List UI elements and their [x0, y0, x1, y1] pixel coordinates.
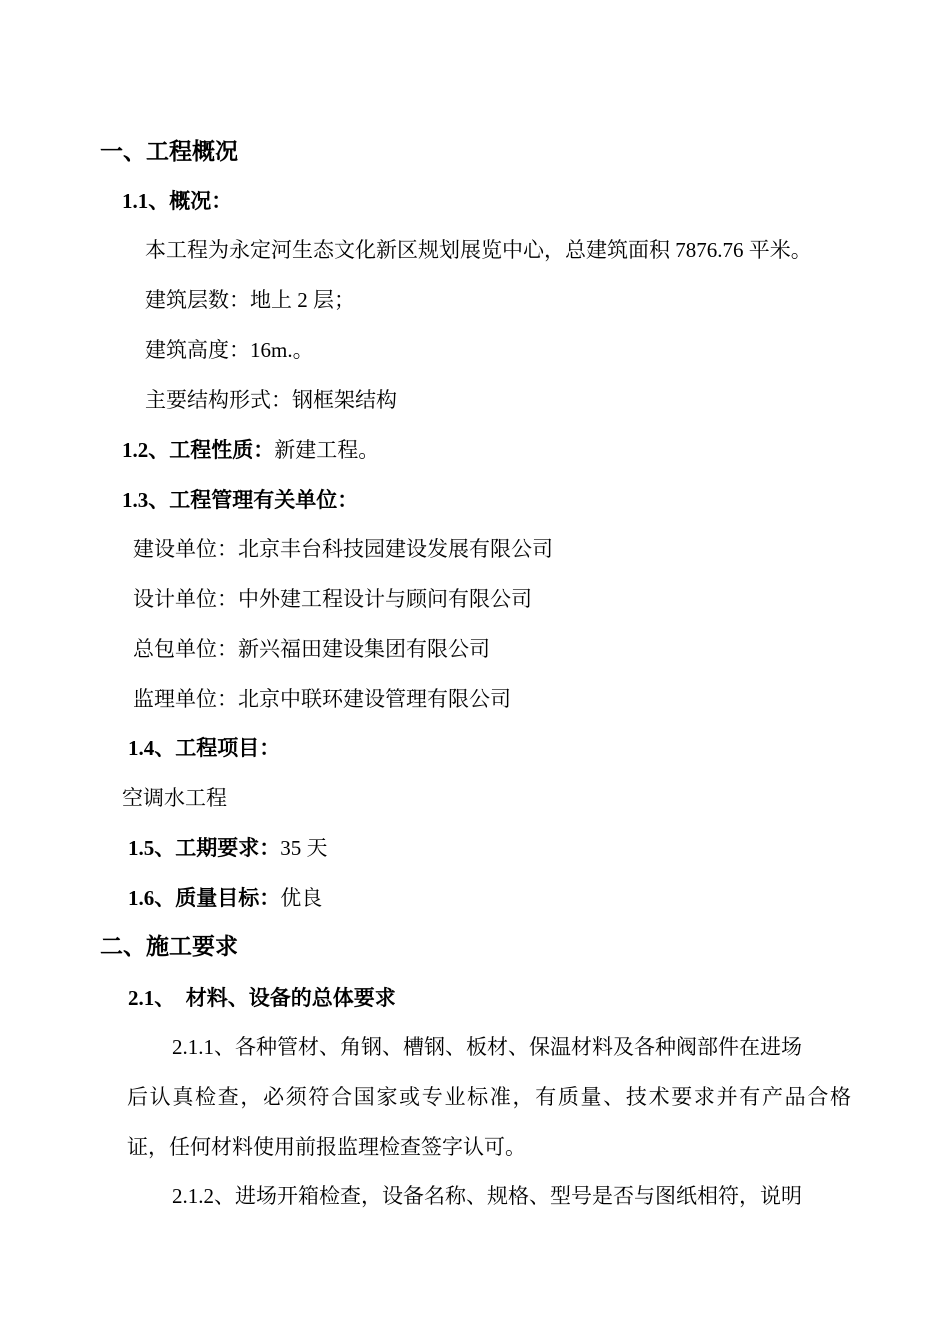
item-1-6: [128, 884, 322, 912]
unit-general-contractor: 总包单位：新兴福田建设集团有限公司: [133, 637, 490, 661]
section-1-title: 一、工程概况: [100, 139, 238, 164]
duration-value: 35 天: [280, 836, 328, 860]
quality-value: 优良: [280, 886, 323, 910]
item-1-2: [122, 436, 379, 464]
unit-supervision: 监理单位：北京中联环建设管理有限公司: [133, 687, 511, 711]
unit-construction: 建设单位：北京丰台科技园建设发展有限公司: [133, 537, 553, 561]
unit-design: 设计单位：中外建工程设计与顾问有限公司: [133, 587, 532, 611]
heading-1-6: 1.6、质量目标：: [128, 886, 281, 910]
overview-line-2: 建筑层数：地上 2 层；: [145, 288, 355, 312]
para-2-1-2-line-1: 2.1.2、进场开箱检查，设备名称、规格、型号是否与图纸相符，说明: [172, 1184, 802, 1208]
heading-2-1: 2.1、 材料、设备的总体要求: [128, 986, 396, 1010]
project-nature-value: 新建工程。: [274, 438, 380, 462]
para-2-1-1-line-3: 证，任何材料使用前报监理检查签字认可。: [127, 1135, 526, 1159]
heading-1-4: 1.4、工程项目：: [128, 736, 281, 760]
heading-1-2: 1.2、工程性质：: [122, 438, 275, 462]
overview-line-4: 主要结构形式：钢框架结构: [145, 388, 397, 412]
section-2-title: 二、施工要求: [100, 934, 238, 959]
item-1-5: [128, 834, 328, 862]
project-item-value: 空调水工程: [122, 786, 227, 810]
heading-1-3: 1.3、工程管理有关单位：: [122, 488, 359, 512]
overview-line-3: 建筑高度：16m.。: [145, 338, 314, 362]
heading-1-1: 1.1、概况：: [122, 189, 233, 213]
para-2-1-1-line-1: 2.1.1、各种管材、角钢、槽钢、板材、保温材料及各种阀部件在进场: [172, 1035, 802, 1059]
overview-line-1: 本工程为永定河生态文化新区规划展览中心，总建筑面积 7876.76 平米。: [145, 238, 812, 262]
heading-1-5: 1.5、工期要求：: [128, 836, 281, 860]
para-2-1-1-line-2: 后认真检查，必须符合国家或专业标准，有质量、技术要求并有产品合格: [127, 1085, 851, 1109]
